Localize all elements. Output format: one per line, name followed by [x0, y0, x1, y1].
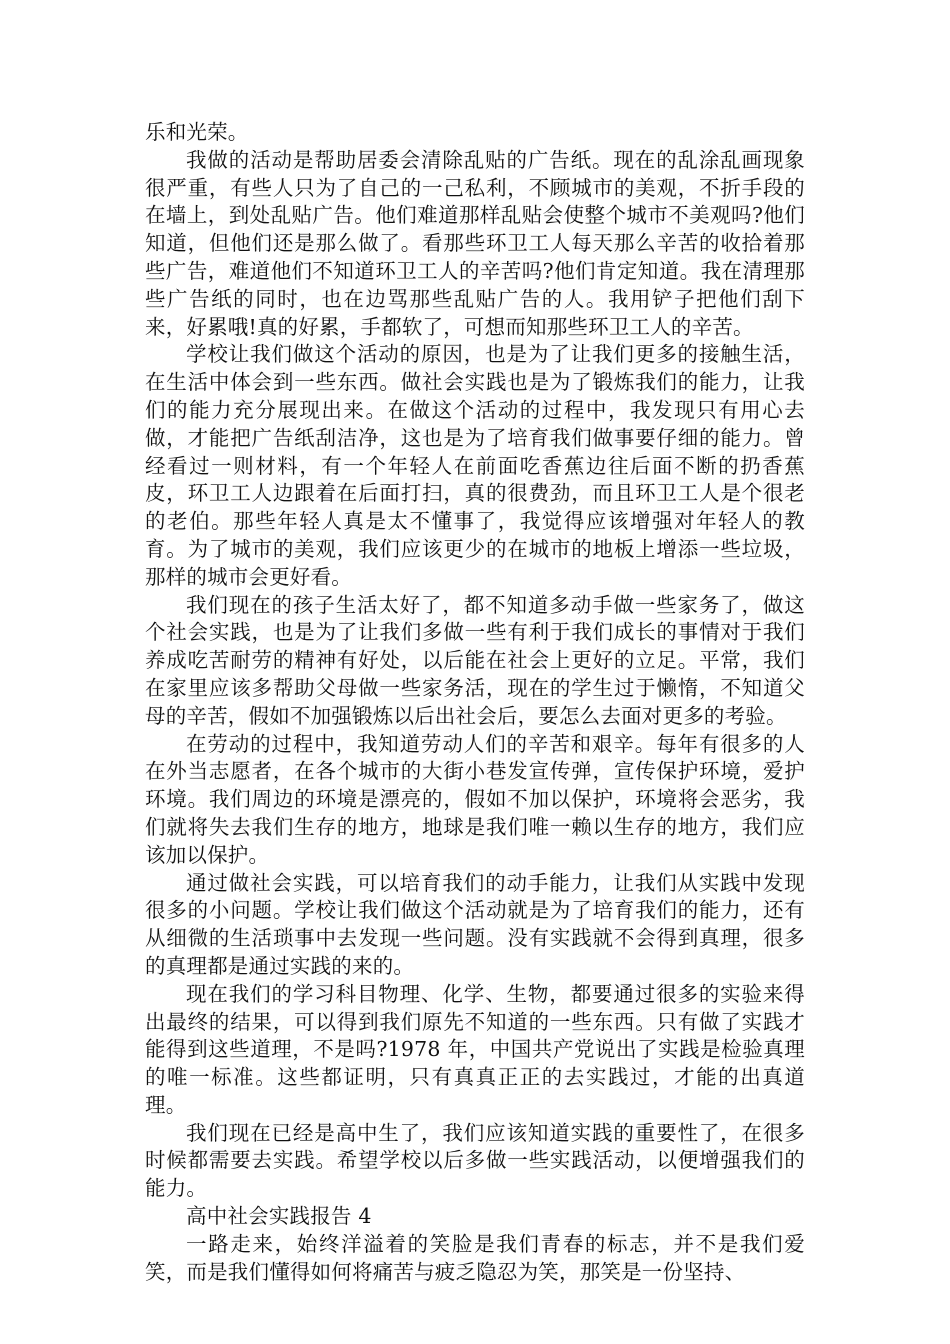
paragraph-science-practice: 现在我们的学习科目物理、化学、生物，都要通过很多的实验来得出最终的结果，可以得到我们原先不知道的一些东西。只有做了实践才能得到这些道理，不是吗?1978 年，中国共产党说出了实践是检验真理的唯一标准。这些都证明，只有真真正正的去实践过，才能的出真道理。 [145, 981, 805, 1117]
paragraph-school-purpose: 学校让我们做这个活动的原因，也是为了让我们更多的接触生活，在生活中体会到一些东西。做社会实践也是为了锻炼我们的能力，让我们的能力充分展现出来。在做这个活动的过程中，我发现只有用心去做，才能把广告纸刮洁净，这也是为了培育我们做事要仔细的能力。曾经看过一则材料，有一个年轻人在前面吃香蕉边往后面不断的扔香蕉皮，环卫工人边跟着在后面打扫，真的很费劲，而且环卫工人是个很老的老伯。那些年轻人真是太不懂事了，我觉得应该增强对年轻人的教育。为了城市的美观，我们应该更少的在城市的地板上增添一些垃圾，那样的城市会更好看。 [145, 342, 805, 589]
paragraph-cleaning-ads: 我做的活动是帮助居委会清除乱贴的广告纸。现在的乱涂乱画现象很严重，有些人只为了自己的一己私利，不顾城市的美观，不折手段的在墙上，到处乱贴广告。他们难道那样乱贴会使整个城市不美观吗?他们知道，但他们还是那么做了。看那些环卫工人每天那么辛苦的收拾着那些广告，难道他们不知道环卫工人的辛苦吗?他们肯定知道。我在清理那些广告纸的同时，也在边骂那些乱贴广告的人。我用铲子把他们刮下来，好累哦!真的好累，手都软了，可想而知那些环卫工人的辛苦。 [145, 147, 805, 339]
paragraph-labor-hardship: 在劳动的过程中，我知道劳动人们的辛苦和艰辛。每年有很多的人在外当志愿者，在各个城市的大街小巷发宣传弹，宣传保护环境，爱护环境。我们周边的环境是漂亮的，假如不加以保护，环境将会恶劣，我们就将失去我们生存的地方，地球是我们唯一赖以生存的地方，我们应该加以保护。 [145, 731, 805, 867]
section-heading-report-4: 高中社会实践报告 4 [186, 1204, 372, 1229]
paragraph-housework: 我们现在的孩子生活太好了，都不知道多动手做一些家务了，做这个社会实践，也是为了让我们多做一些有利于我们成长的事情对于我们养成吃苦耐劳的精神有好处，以后能在社会上更好的立足。平常，我们在家里应该多帮助父母做一些家务活，现在的学生过于懒惰，不知道父母的辛苦，假如不加强锻炼以后出社会后，要怎么去面对更多的考验。 [145, 592, 805, 728]
paragraph-smile: 一路走来，始终洋溢着的笑脸是我们青春的标志，并不是我们爱笑，而是我们懂得如何将痛苦与疲乏隐忍为笑，那笑是一份坚持、 [145, 1231, 805, 1284]
paragraph-high-school: 我们现在已经是高中生了，我们应该知道实践的重要性了，在很多时候都需要去实践。希望学校以后多做一些实践活动，以便增强我们的能力。 [145, 1120, 805, 1201]
paragraph-practical-ability: 通过做社会实践，可以培育我们的动手能力，让我们从实践中发现很多的小问题。学校让我们做这个活动就是为了培育我们的能力，还有从细微的生活琐事中去发现一些问题。没有实践就不会得到真理，很多的真理都是通过实践的来的。 [145, 870, 805, 978]
document-body [145, 119, 805, 1286]
paragraph-continuation: 乐和光荣。 [145, 120, 249, 144]
